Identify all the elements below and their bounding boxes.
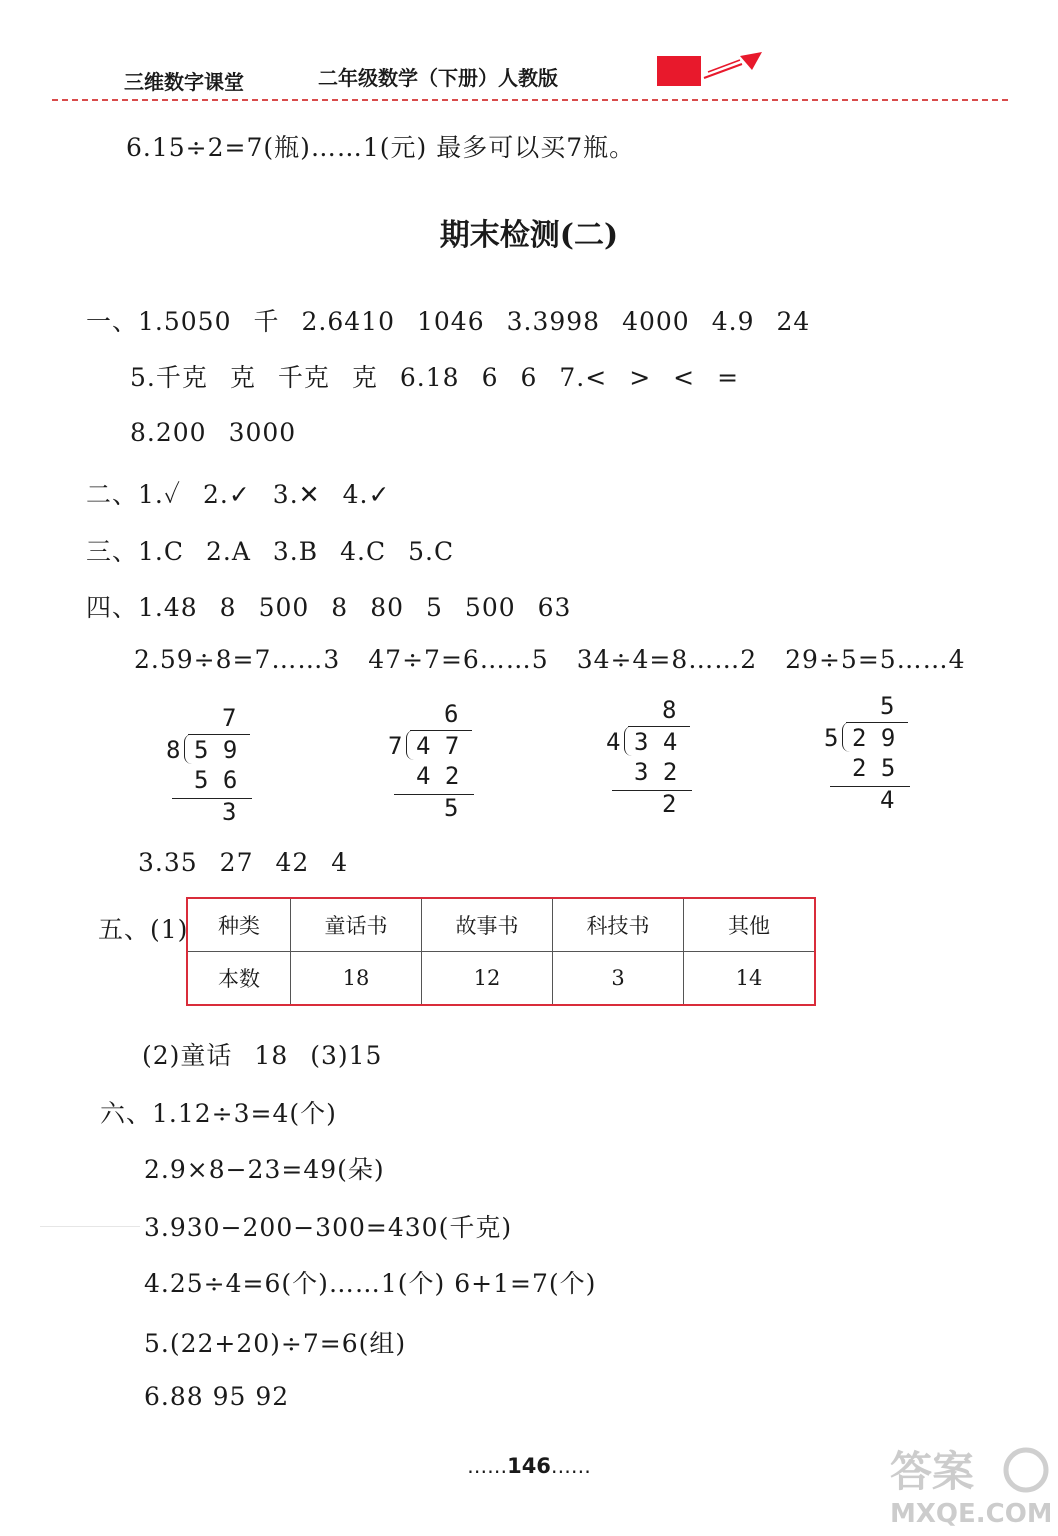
sec2-line: 二、1.✓ 2.✓ 3.✕ 4.✓ xyxy=(86,480,391,509)
watermark-logo xyxy=(880,1436,1050,1528)
table-cell: 12 xyxy=(422,952,553,1006)
page-title: 期末检测(二) xyxy=(439,218,619,253)
sec4-line2: 2.59÷8=7……3 47÷7=6……5 34÷4=8……2 29÷5=5……4 xyxy=(134,645,966,674)
table-cell: 3 xyxy=(553,952,684,1006)
page-number: ……146…… xyxy=(467,1454,591,1478)
header-red-block xyxy=(657,56,701,86)
long-division-2: 6 7 4 7 4 2 5 xyxy=(388,700,488,820)
long-division-4: 5 5 2 9 2 5 4 xyxy=(824,692,924,812)
prev-answer: 6.15÷2=7(瓶)……1(元) 最多可以买7瓶。 xyxy=(126,133,636,162)
sec6-line6: 6.88 95 92 xyxy=(144,1382,290,1411)
long-division-1: 7 8 5 9 5 6 3 xyxy=(166,704,266,824)
sec5-line2: (2)童话 18 (3)15 xyxy=(142,1041,383,1070)
table-cell: 14 xyxy=(684,952,816,1006)
table-cell: 18 xyxy=(291,952,422,1006)
sec1-line1: 一、1.5050 千 2.6410 1046 3.3998 4000 4.9 24 xyxy=(86,307,811,336)
table-cell: 种类 xyxy=(187,898,291,952)
rocket-icon xyxy=(700,50,766,84)
sec1-line2: 5.千克 克 千克 克 6.18 6 6 7.< > < = xyxy=(130,363,740,392)
sec6-line5: 5.(22+20)÷7=6(组) xyxy=(144,1329,407,1358)
table-row xyxy=(187,952,815,1006)
svg-text:MXQE.COM: MXQE.COM xyxy=(890,1499,1050,1528)
sec4-line3: 3.35 27 42 4 xyxy=(138,848,349,877)
table-cell: 故事书 xyxy=(422,898,553,952)
table-cell: 科技书 xyxy=(553,898,684,952)
sec6-line4: 4.25÷4=6(个)……1(个) 6+1=7(个) xyxy=(144,1269,597,1298)
sec3-line: 三、1.C 2.A 3.B 4.C 5.C xyxy=(86,537,455,566)
books-table xyxy=(186,897,816,1006)
header-left: 三维数字课堂 xyxy=(124,70,244,94)
svg-text:答案: 答案 xyxy=(890,1447,975,1496)
sec6-line3: 3.930−200−300=430(千克) xyxy=(144,1213,513,1242)
long-division-3: 8 4 3 4 3 2 2 xyxy=(606,696,706,816)
table-row xyxy=(187,898,815,952)
sec4-line1: 四、1.48 8 500 8 80 5 500 63 xyxy=(86,593,572,622)
table-cell: 其他 xyxy=(684,898,816,952)
sec6-line1: 六、1.12÷3=4(个) xyxy=(100,1099,337,1128)
table-cell: 本数 xyxy=(187,952,291,1006)
sec6-line2: 2.9×8−23=49(朵) xyxy=(144,1155,385,1184)
sec5-label: 五、(1) xyxy=(98,915,189,944)
sec1-line3: 8.200 3000 xyxy=(130,418,297,447)
header-right: 二年级数学（下册）人教版 xyxy=(318,66,558,90)
table-cell: 童话书 xyxy=(291,898,422,952)
faint-rule xyxy=(40,1226,140,1227)
header-divider xyxy=(52,99,1008,101)
